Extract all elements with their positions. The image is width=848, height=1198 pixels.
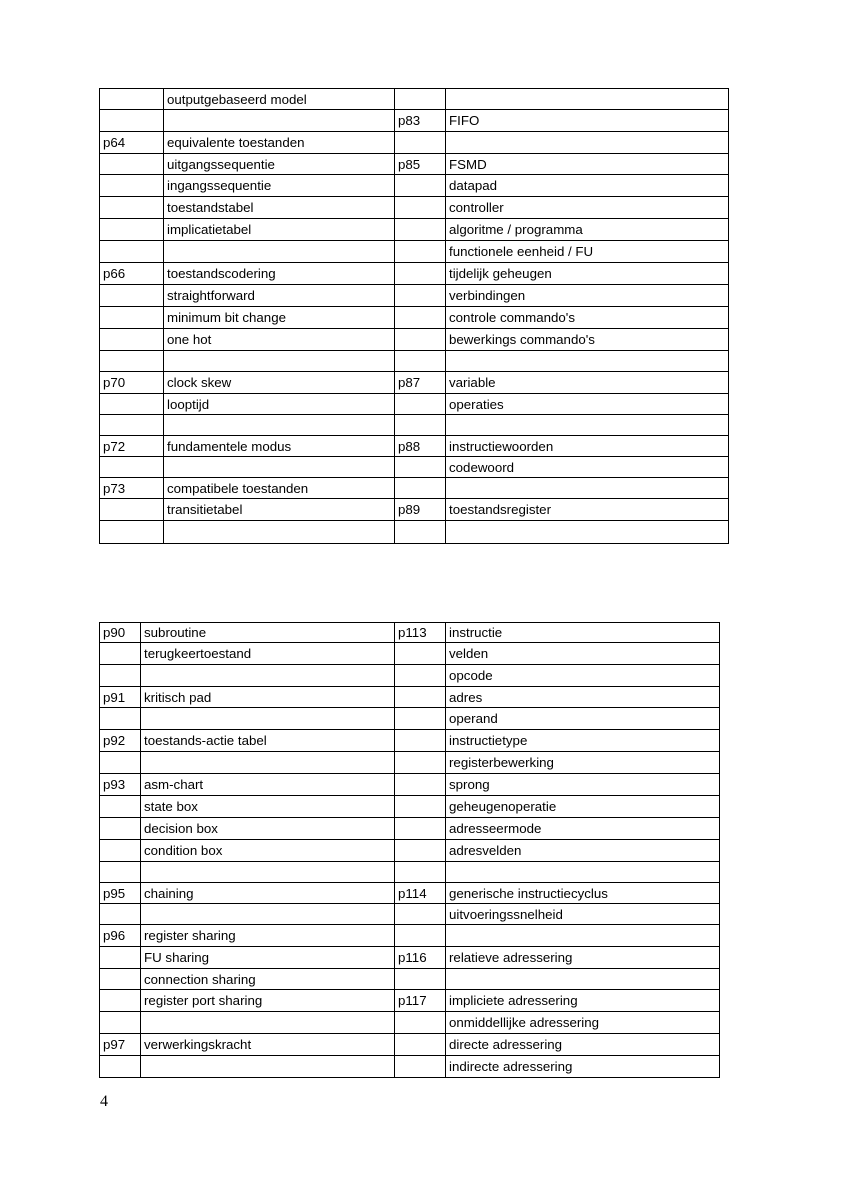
table-cell-term: state box — [141, 796, 395, 818]
table-row — [100, 969, 720, 990]
table-cell-term: compatibele toestanden — [164, 478, 395, 499]
index-table-2 — [99, 622, 720, 1078]
table-cell-page-ref-2 — [395, 89, 446, 110]
table-cell-term-2: uitvoeringssnelheid — [446, 904, 720, 925]
table-cell-page-ref-2 — [395, 329, 446, 351]
table-cell-page-ref — [100, 947, 141, 969]
table-cell-term-2: relatieve adressering — [446, 947, 720, 969]
table-row — [100, 947, 720, 969]
table-cell-page-ref — [100, 521, 164, 544]
table-row — [100, 687, 720, 708]
table-cell-term-2: onmiddellijke adressering — [446, 1012, 720, 1034]
table-cell-page-ref-2 — [395, 394, 446, 415]
table-row — [100, 132, 729, 154]
table-cell-page-ref — [100, 415, 164, 436]
table-row — [100, 665, 720, 687]
table-row — [100, 1012, 720, 1034]
table-cell-page-ref-2: p116 — [395, 947, 446, 969]
table-cell-term: register port sharing — [141, 990, 395, 1012]
table-cell-page-ref-2 — [395, 752, 446, 774]
table-cell-term: verwerkingskracht — [141, 1034, 395, 1056]
table-row — [100, 415, 729, 436]
table-cell-page-ref-2 — [395, 708, 446, 730]
table-cell-term-2: adresvelden — [446, 840, 720, 862]
table-cell-page-ref: p95 — [100, 883, 141, 904]
table-cell-term — [141, 862, 395, 883]
page-number: 4 — [100, 1093, 108, 1110]
table-row — [100, 774, 720, 796]
table-cell-page-ref — [100, 840, 141, 862]
table-cell-page-ref — [100, 285, 164, 307]
table-cell-term: kritisch pad — [141, 687, 395, 708]
table-cell-term-2 — [446, 925, 720, 947]
table-row — [100, 285, 729, 307]
table-cell-page-ref-2 — [395, 263, 446, 285]
table-cell-page-ref-2: p85 — [395, 154, 446, 175]
table-row — [100, 499, 729, 521]
table-cell-term-2: opcode — [446, 665, 720, 687]
table-row — [100, 436, 729, 457]
index-table-1-body — [100, 89, 729, 544]
table-cell-term-2 — [446, 415, 729, 436]
table-row — [100, 990, 720, 1012]
table-row — [100, 643, 720, 665]
table-cell-term-2: adresseermode — [446, 818, 720, 840]
table-cell-page-ref-2: p117 — [395, 990, 446, 1012]
table-cell-page-ref: p93 — [100, 774, 141, 796]
table-cell-term: asm-chart — [141, 774, 395, 796]
table-cell-term: connection sharing — [141, 969, 395, 990]
table-cell-term — [164, 241, 395, 263]
table-row — [100, 818, 720, 840]
table-row — [100, 329, 729, 351]
table-cell-term-2: instructie — [446, 623, 720, 643]
table-cell-term-2: tijdelijk geheugen — [446, 263, 729, 285]
table-row — [100, 925, 720, 947]
table-row — [100, 708, 720, 730]
table-cell-page-ref — [100, 110, 164, 132]
table-cell-term: outputgebaseerd model — [164, 89, 395, 110]
table-row — [100, 521, 729, 544]
table-cell-term — [141, 665, 395, 687]
index-table-1 — [99, 88, 729, 544]
table-row — [100, 862, 720, 883]
table-cell-page-ref-2 — [395, 643, 446, 665]
table-cell-page-ref — [100, 1056, 141, 1078]
table-cell-page-ref: p96 — [100, 925, 141, 947]
table-cell-term-2: datapad — [446, 175, 729, 197]
table-cell-term — [164, 110, 395, 132]
table-row — [100, 197, 729, 219]
table-cell-page-ref-2 — [395, 904, 446, 925]
table-row — [100, 796, 720, 818]
table-cell-term: straightforward — [164, 285, 395, 307]
table-cell-page-ref — [100, 643, 141, 665]
table-cell-term-2 — [446, 351, 729, 372]
table-cell-term-2 — [446, 521, 729, 544]
table-cell-page-ref-2 — [395, 969, 446, 990]
table-row — [100, 307, 729, 329]
table-cell-page-ref-2 — [395, 457, 446, 478]
table-cell-term: toestandscodering — [164, 263, 395, 285]
table-cell-term-2: operaties — [446, 394, 729, 415]
table-cell-page-ref-2 — [395, 1012, 446, 1034]
table-cell-page-ref-2 — [395, 307, 446, 329]
table-cell-page-ref — [100, 752, 141, 774]
table-cell-page-ref — [100, 351, 164, 372]
table-cell-page-ref: p73 — [100, 478, 164, 499]
table-cell-page-ref — [100, 665, 141, 687]
table-cell-page-ref — [100, 457, 164, 478]
table-cell-page-ref-2 — [395, 665, 446, 687]
table-cell-term-2 — [446, 862, 720, 883]
table-cell-page-ref-2: p87 — [395, 372, 446, 394]
table-cell-page-ref — [100, 818, 141, 840]
table-cell-term: register sharing — [141, 925, 395, 947]
table-cell-term: ingangssequentie — [164, 175, 395, 197]
table-row — [100, 752, 720, 774]
table-cell-term — [164, 351, 395, 372]
table-cell-page-ref: p72 — [100, 436, 164, 457]
index-table-2-body — [100, 623, 720, 1078]
table-cell-page-ref — [100, 154, 164, 175]
table-row — [100, 351, 729, 372]
table-cell-term-2: velden — [446, 643, 720, 665]
table-cell-page-ref-2 — [395, 774, 446, 796]
table-row — [100, 904, 720, 925]
table-cell-term: implicatietabel — [164, 219, 395, 241]
table-row — [100, 263, 729, 285]
table-cell-term-2: algoritme / programma — [446, 219, 729, 241]
table-cell-page-ref-2 — [395, 285, 446, 307]
table-row — [100, 1056, 720, 1078]
table-cell-page-ref — [100, 219, 164, 241]
table-cell-term: looptijd — [164, 394, 395, 415]
table-cell-page-ref: p64 — [100, 132, 164, 154]
table-cell-term-2: verbindingen — [446, 285, 729, 307]
table-cell-page-ref-2 — [395, 197, 446, 219]
table-cell-page-ref — [100, 862, 141, 883]
table-cell-term — [141, 1012, 395, 1034]
table-cell-page-ref: p66 — [100, 263, 164, 285]
table-cell-page-ref — [100, 175, 164, 197]
table-row — [100, 457, 729, 478]
table-cell-term-2: codewoord — [446, 457, 729, 478]
table-row — [100, 730, 720, 752]
table-cell-page-ref — [100, 394, 164, 415]
table-row — [100, 1034, 720, 1056]
table-cell-term-2: operand — [446, 708, 720, 730]
table-cell-page-ref — [100, 499, 164, 521]
table-row — [100, 219, 729, 241]
table-cell-term: subroutine — [141, 623, 395, 643]
table-cell-page-ref: p97 — [100, 1034, 141, 1056]
table-row — [100, 175, 729, 197]
table-cell-term — [141, 708, 395, 730]
table-cell-term — [164, 457, 395, 478]
table-cell-term-2: registerbewerking — [446, 752, 720, 774]
table-cell-term: terugkeertoestand — [141, 643, 395, 665]
table-cell-term — [141, 752, 395, 774]
table-cell-page-ref-2 — [395, 241, 446, 263]
table-cell-page-ref — [100, 708, 141, 730]
table-cell-term-2: FSMD — [446, 154, 729, 175]
table-cell-term — [141, 904, 395, 925]
table-cell-page-ref: p70 — [100, 372, 164, 394]
table-cell-page-ref-2 — [395, 415, 446, 436]
table-cell-term-2: controller — [446, 197, 729, 219]
table-cell-term — [164, 521, 395, 544]
table-cell-page-ref-2 — [395, 796, 446, 818]
table-cell-term: minimum bit change — [164, 307, 395, 329]
table-cell-page-ref-2 — [395, 521, 446, 544]
table-cell-page-ref-2 — [395, 687, 446, 708]
table-cell-page-ref-2 — [395, 1056, 446, 1078]
table-cell-page-ref-2 — [395, 818, 446, 840]
table-cell-page-ref-2 — [395, 925, 446, 947]
table-cell-term-2: sprong — [446, 774, 720, 796]
table-cell-term: toestands-actie tabel — [141, 730, 395, 752]
table-cell-page-ref — [100, 307, 164, 329]
table-cell-term-2 — [446, 478, 729, 499]
table-cell-page-ref — [100, 329, 164, 351]
table-cell-page-ref — [100, 990, 141, 1012]
table-cell-term-2: instructietype — [446, 730, 720, 752]
table-cell-term: condition box — [141, 840, 395, 862]
table-cell-term: clock skew — [164, 372, 395, 394]
table-cell-term-2: instructiewoorden — [446, 436, 729, 457]
table-cell-page-ref — [100, 197, 164, 219]
table-cell-term-2 — [446, 969, 720, 990]
table-cell-term-2: toestandsregister — [446, 499, 729, 521]
table-cell-term: chaining — [141, 883, 395, 904]
table-cell-term-2: variable — [446, 372, 729, 394]
table-cell-term-2: impliciete adressering — [446, 990, 720, 1012]
table-cell-term-2 — [446, 132, 729, 154]
table-cell-page-ref: p92 — [100, 730, 141, 752]
table-cell-page-ref — [100, 796, 141, 818]
table-cell-page-ref-2 — [395, 840, 446, 862]
table-cell-page-ref-2 — [395, 1034, 446, 1056]
table-cell-term-2: bewerkings commando's — [446, 329, 729, 351]
table-cell-page-ref-2 — [395, 478, 446, 499]
table-cell-term-2: indirecte adressering — [446, 1056, 720, 1078]
table-row — [100, 110, 729, 132]
table-cell-page-ref-2 — [395, 862, 446, 883]
table-cell-term: transitietabel — [164, 499, 395, 521]
table-cell-page-ref-2 — [395, 175, 446, 197]
table-cell-page-ref-2: p113 — [395, 623, 446, 643]
table-cell-term: decision box — [141, 818, 395, 840]
table-cell-term-2 — [446, 89, 729, 110]
table-cell-page-ref — [100, 89, 164, 110]
table-cell-term-2: controle commando's — [446, 307, 729, 329]
table-row — [100, 478, 729, 499]
table-cell-term: fundamentele modus — [164, 436, 395, 457]
table-cell-page-ref-2 — [395, 219, 446, 241]
table-cell-term — [164, 415, 395, 436]
table-cell-term: uitgangssequentie — [164, 154, 395, 175]
table-row — [100, 154, 729, 175]
table-cell-term: toestandstabel — [164, 197, 395, 219]
table-cell-term: FU sharing — [141, 947, 395, 969]
table-cell-page-ref-2 — [395, 351, 446, 372]
table-cell-page-ref: p90 — [100, 623, 141, 643]
table-cell-term-2: adres — [446, 687, 720, 708]
table-cell-page-ref — [100, 969, 141, 990]
table-cell-term-2: geheugenoperatie — [446, 796, 720, 818]
table-row — [100, 241, 729, 263]
table-cell-term-2: FIFO — [446, 110, 729, 132]
table-cell-page-ref-2 — [395, 132, 446, 154]
table-row — [100, 623, 720, 643]
table-cell-term-2: directe adressering — [446, 1034, 720, 1056]
table-cell-page-ref — [100, 904, 141, 925]
table-cell-page-ref: p91 — [100, 687, 141, 708]
table-cell-page-ref-2: p88 — [395, 436, 446, 457]
table-cell-page-ref-2 — [395, 730, 446, 752]
table-cell-term: one hot — [164, 329, 395, 351]
table-cell-term-2: functionele eenheid / FU — [446, 241, 729, 263]
table-row — [100, 394, 729, 415]
table-row — [100, 883, 720, 904]
table-row — [100, 89, 729, 110]
table-row — [100, 372, 729, 394]
table-cell-term — [141, 1056, 395, 1078]
table-cell-term: equivalente toestanden — [164, 132, 395, 154]
table-cell-term-2: generische instructiecyclus — [446, 883, 720, 904]
table-row — [100, 840, 720, 862]
table-cell-page-ref — [100, 1012, 141, 1034]
table-cell-page-ref-2: p114 — [395, 883, 446, 904]
table-cell-page-ref — [100, 241, 164, 263]
table-cell-page-ref-2: p89 — [395, 499, 446, 521]
table-cell-page-ref-2: p83 — [395, 110, 446, 132]
